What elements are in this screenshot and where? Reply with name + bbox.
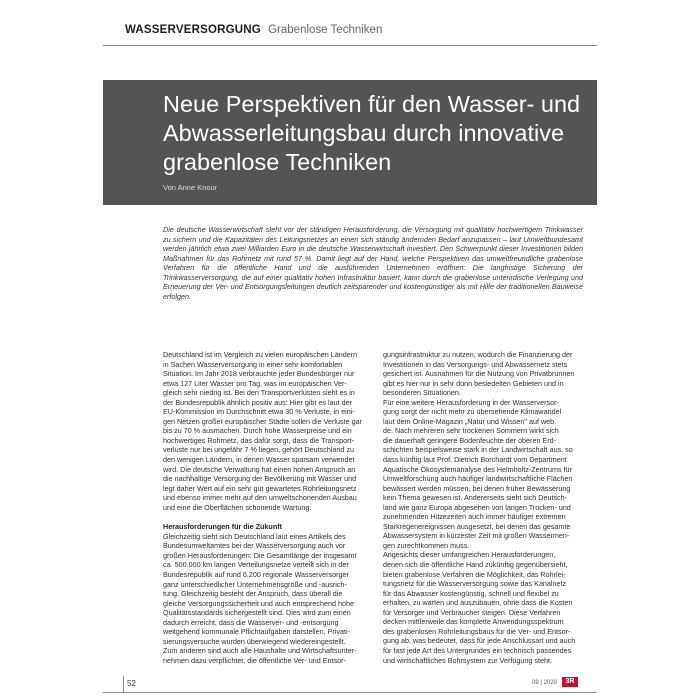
text-line: tung. Gleichzeitig besteht der Anspruch, dass überall die [163, 589, 343, 599]
text-line: nehmen dazu verpflichtet, die öffentliche Ver- und Entsor- [163, 655, 346, 665]
text-line: und eine die Oberflächen schonende Wartung. [163, 502, 312, 512]
text-line: großen Herausforderungen: Die Gesamtlänge der insgesamt [163, 550, 357, 560]
paragraph [383, 350, 583, 398]
text-line: Qualitätsstandards sichergestellt sind. Dies wird zum einen [163, 608, 351, 618]
text-line: bis zu 70 % ausmachen. Durch hohe Wasserpreise und ein [163, 426, 352, 436]
text-line: gen Netzen großer europäischer Städte sollen die Verluste gar [163, 416, 362, 426]
text-line: weitgehend kommunale Pflichtaufgaben darstellen, Privati- [163, 627, 350, 637]
text-line: Für eine weitere Herausforderung in der Wasserversor- [383, 397, 559, 407]
section-title: WASSERVERSORGUNG [125, 24, 261, 36]
paragraph [163, 532, 363, 666]
text-line: Bundesumweltamtes bei der Wasserversorgung auch vor [163, 541, 346, 551]
text-line: besonderen Situationen. [383, 388, 461, 398]
footer-left-bar [123, 676, 124, 692]
section-subtitle: Grabenlose Techniken [268, 24, 383, 36]
text-line: verluste nur bei ungefähr 7 % liegen, gehört Deutschland zu [163, 445, 354, 455]
section-heading: Herausforderungen für die Zukunft [163, 522, 282, 532]
text-line: erhalten, zu warten und auszubauen, ohne dass die Kosten [383, 598, 573, 608]
text-line: legt daher Wert auf ein sehr gut gewartetes Rohrleitungsnetz [163, 483, 357, 493]
text-line: dadurch erreicht, dass die Wasserver- und -entsorgung [163, 617, 339, 627]
paragraph [383, 550, 583, 665]
text-line: sierungsversuche wurden überwiegend wiedereingestellt. [163, 636, 346, 646]
text-line: und wirtschaftliches Bohrsystem zur Verfügung steht. [383, 655, 552, 665]
text-line: land wie ganz Europa abgesehen von langen Trocken- und [383, 502, 571, 512]
section-header [125, 24, 382, 36]
text-line: gesichert ist. Ausnahmen für die Nutzung von Privatbrunnen [383, 369, 575, 379]
text-line: gleich sehr niedrig ist. Bei den Transportverlusten sieht es in [163, 388, 355, 398]
text-line: Investitionen in das Versorgungs- und Abwassernetz stets [383, 359, 568, 369]
page-number: 52 [127, 679, 136, 688]
text-line: laut dem Online-Magazin „Natur und Wissen" auf web. [383, 416, 557, 426]
text-line: decken mittlerweile das komplette Anwendungsspektrum [383, 617, 564, 627]
text-line: der Bundesrepublik ähnlich positiv aus: Hier gibt es laut der [163, 397, 352, 407]
text-line: Zum anderen sind auch alle Haushalte und Wirtschaftsunter- [163, 646, 357, 656]
body-column-left [163, 350, 363, 666]
text-line: für das Abwasser kostengünstig, schnell und flexibel zu [383, 588, 559, 598]
text-line: ganz unterschiedlicher Unternehmensgröße und -ausrich- [163, 579, 347, 589]
text-line: Aquatische Ökosystemanalyse des Helmholtz-Zentrums für [383, 464, 572, 474]
issue-label: 09 | 2020 [532, 680, 557, 686]
text-line: des grabenlosen Rohrleitungsbaus für die Ver- und Entsor- [383, 626, 571, 636]
paragraph [163, 350, 363, 512]
text-line: kein Thema gewesen ist. Andererseits sieht sich Deutsch- [383, 493, 568, 503]
text-line: de. Nach mehreren sehr trockenen Sommern wirkt sich [383, 426, 559, 436]
footer-rule [103, 692, 597, 693]
header-rule [103, 45, 597, 46]
text-line: den wenigen Ländern, in denen Wasser sparsam verwendet [163, 455, 355, 465]
text-line: die nachhaltige Versorgung der Bevölkerung mit Wasser und [163, 474, 357, 484]
body-column-right [383, 350, 583, 665]
title-line: Neue Perspektiven für den Wasser- und [163, 91, 581, 117]
text-line: bewässert werden müssen, bei denen früher Bewässerung [383, 483, 571, 493]
text-line: Angesichts dieser umfangreichen Herausforderungen, [383, 550, 556, 560]
text-line: Starkregenereignissen ausgesetzt, bei denen das gesamte [383, 521, 571, 531]
article-author: Von Anne Knour [163, 183, 218, 192]
text-line: gen zurechtkommen muss. [383, 540, 470, 550]
text-line: gungsinfrastruktur zu nutzen, wodurch die Finanzierung der [383, 350, 573, 359]
title-line: grabenlose Techniken [163, 149, 392, 175]
text-line: bieten grabenlose Verfahren die Möglichkeit, das Rohrlei- [383, 569, 566, 579]
text-line: zunehmenden Hitzezeiten auch immer häufiger extremen [383, 512, 566, 522]
text-line: in Sachen Wasserversorgung in einer sehr komfortablen [163, 359, 343, 369]
article-title [163, 90, 583, 177]
text-line: gibt es hier nur in sehr dünn besiedelten Gebieten und in [383, 378, 564, 388]
magazine-logo: 3R [562, 677, 578, 687]
text-line: gleiche Versorgungssicherheit und auch entsprechend hohe [163, 598, 355, 608]
text-line: denen sich die öffentliche Hand zukünftig gegenübersieht, [383, 560, 568, 570]
text-line: Abwassersystem in kürzester Zeit mit großen Wassermen- [383, 531, 570, 541]
text-line: EU-Kommission im Durchschnitt etwa 30 % Verluste, in eini- [163, 407, 355, 417]
text-line: für fast jede Art des Untergrundes ein technisch passendes [383, 645, 572, 655]
text-line: und ebenso immer mehr auf den umweltschonenden Ausbau [163, 493, 357, 503]
lead-paragraph: Die deutsche Wasserwirtschaft steht vor der ständigen Herausforderung, die Versorgung mit qualitativ hochwertigem Trinkwasser zu sichern und die Kapazitäten des Leitungsnetzes an einen sich ständig ändernden Bedarf anzupassen – laut Umweltbundesamt werden jährlich etwa zwei Milliarden Euro in die deutsche Wasserwirtschaft investiert. Den Schwerpunkt dieser Investitionen bilden Maßnahmen für das Rohrnetz mit rund 57 %. Damit liegt auf der Hand, welche Perspektiven das umweltfreundliche grabenlose Verfahren für die öffentliche Hand und die ausführenden Unternehmen eröffnen: Die langfristige Sicherung der Trinkwasserversorgung, die auf einer qualitativ hohen Infrastruktur basiert, kann durch die grabenlose unterirdische Verlegung und Erneuerung der Ver- und Entsorgungsleitungen deutlich zeitsparender und kostengünstiger als mit Hilfe der traditionellen Bauweise erfolgen. [163, 225, 583, 301]
text-line: Bundesrepublik auf rund 6.200 regionale Wasserversorger [163, 570, 349, 580]
text-line: ca. 500.000 km langen Verteilungsnetze verteilt sich in der [163, 560, 349, 570]
text-line: gung ab, was bedeutet, dass für jede Anschlussart und auch [383, 636, 576, 646]
text-line: etwa 127 Liter Wasser pro Tag, was im europäischen Ver- [163, 378, 347, 388]
text-line: Situation: Im Jahr 2018 verbrauchte jeder Bundesbürger nur [163, 369, 355, 379]
text-line: schichten beispielsweise stark in der Landwirtschaft aus, so [383, 445, 573, 455]
paragraph [383, 398, 583, 551]
text-line: Deutschland ist im Vergleich zu vielen europäischen Ländern [163, 350, 358, 359]
text-line: Umweltforschung auch häufiger landwirtschaftliche Flächen [383, 474, 573, 484]
title-line: Abwasserleitungsbau durch innovative [163, 120, 565, 146]
text-line: gung sorgt der nicht mehr zu übersehende Klimawandel [383, 407, 562, 417]
text-line: hochwertiges Rohrnetz, das dafür sorgt, dass die Transport- [163, 435, 354, 445]
text-line: tungsnetz für die Wasserversorgung sowie das Kanalnetz [383, 579, 567, 589]
text-line: für Versorger und Verbraucher steigen. Diese Verfahren [383, 607, 561, 617]
text-line: Gleichzeitig sieht sich Deutschland laut eines Artikels des [163, 531, 346, 541]
text-line: wird. Die deutsche Verwaltung hat einen hohen Anspruch an [163, 464, 356, 474]
text-line: dass künftig laut Prof. Dietrich Borchardt vom Department [383, 455, 567, 465]
text-line: die dauerhaft geringere Bodenfeuchte der oberen Erd- [383, 435, 557, 445]
